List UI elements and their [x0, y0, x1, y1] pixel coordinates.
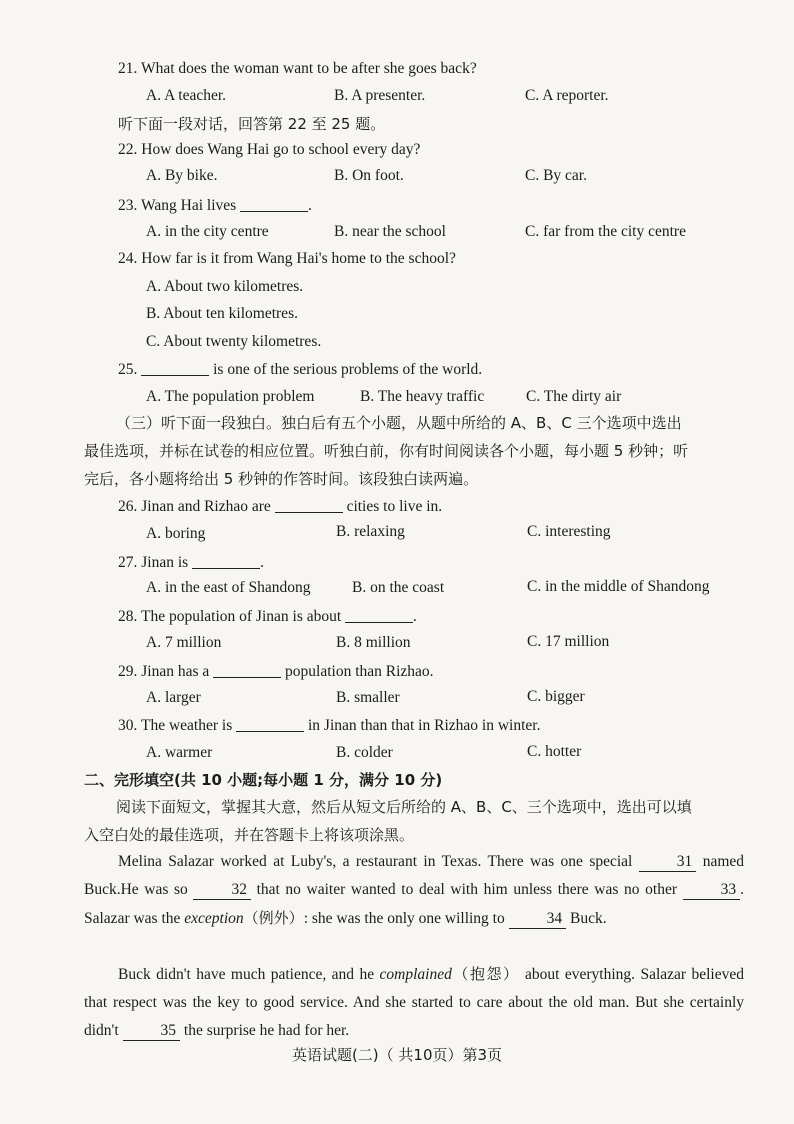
question-text: Jinan is: [141, 554, 189, 571]
question-number: 22.: [118, 141, 138, 158]
question-25: [118, 359, 482, 380]
question-text: Jinan has a: [141, 663, 210, 680]
question-text: The weather is: [140, 717, 233, 734]
option-26b: B. relaxing: [336, 523, 405, 540]
gloss: （抱怨）: [451, 965, 520, 983]
question-number: 29.: [118, 663, 138, 680]
passage-text: about everything. Salazar believed that respect was the key to good service. And she started to care about the old man. But she certainly didn't: [84, 966, 744, 1039]
question-number: 24.: [118, 250, 138, 267]
answer-blank[interactable]: [275, 496, 343, 513]
question-text-end: cities to live in.: [346, 498, 443, 515]
option-28c: C. 17 million: [527, 633, 610, 650]
page-footer: 英语试题(二)（ 共10页）第3页: [291, 1046, 503, 1064]
question-text-end: population than Rizhao.: [285, 663, 434, 680]
option-28b: B. 8 million: [336, 634, 411, 651]
gloss: （例外）: [243, 909, 304, 927]
option-27c: C. in the middle of Shandong: [527, 578, 710, 595]
option-23a: A. in the city centre: [146, 223, 269, 240]
option-25c: C. The dirty air: [526, 388, 622, 405]
blank-32[interactable]: 32: [193, 881, 251, 900]
question-text: What does the woman want to be after she goes back?: [140, 60, 477, 77]
question-text-end: is one of the serious problems of the world.: [213, 361, 483, 378]
passage-text: Buck didn't have much patience, and he: [118, 966, 375, 983]
option-21c: C. A reporter.: [525, 87, 609, 104]
part2-instruction-line1: 阅读下面短文，掌握其大意，然后从短文后所给的 A、B、C、三个选项中，选出可以填: [116, 798, 692, 816]
section3-instruction-line2: 最佳选项，并标在试卷的相应位置。听独白前，你有时间阅读各个小题，每小题 5 秒钟；听: [84, 442, 689, 460]
question-text: How does Wang Hai go to school every day?: [141, 141, 421, 158]
question-number: 27.: [118, 554, 138, 571]
question-number: 28.: [118, 608, 138, 625]
blank-31[interactable]: 31: [639, 853, 697, 872]
question-text-end: .: [413, 608, 417, 625]
option-22c: C. By car.: [525, 167, 587, 184]
option-23c: C. far from the city centre: [525, 223, 686, 240]
option-24b: B. About ten kilometres.: [146, 305, 298, 322]
blank-33[interactable]: 33: [683, 881, 741, 900]
option-29b: B. smaller: [336, 689, 400, 706]
passage-text: Buck.: [569, 910, 607, 927]
option-30c: C. hotter: [527, 743, 582, 760]
question-number: 23.: [118, 197, 138, 214]
answer-blank[interactable]: [192, 552, 260, 569]
option-29a: A. larger: [146, 689, 201, 706]
question-text-end: .: [308, 197, 312, 214]
option-27b: B. on the coast: [352, 579, 445, 596]
option-27a: A. in the east of Shandong: [146, 579, 311, 596]
option-21a: A. A teacher.: [146, 87, 227, 104]
option-29c: C. bigger: [527, 688, 585, 705]
passage-text: the surprise he had for her.: [183, 1022, 350, 1039]
option-22a: A. By bike.: [146, 167, 218, 184]
option-22b: B. On foot.: [334, 167, 404, 184]
question-29: [118, 661, 434, 682]
option-30b: B. colder: [336, 744, 393, 761]
answer-blank[interactable]: [213, 661, 281, 678]
question-21: [118, 59, 477, 79]
question-27: [118, 552, 264, 573]
passage-text: : she was the only one willing to: [303, 910, 505, 927]
option-21b: B. A presenter.: [334, 87, 426, 104]
question-23: [118, 195, 312, 216]
option-24a: A. About two kilometres.: [146, 278, 304, 295]
part2-instruction-line2: 入空白处的最佳选项，并在答题卡上将该项涂黑。: [84, 826, 415, 844]
passage-text: Melina Salazar worked at Luby's, a restaurant in Texas. There was one special: [118, 853, 633, 870]
question-number: 25.: [118, 361, 138, 378]
blank-35[interactable]: 35: [123, 1022, 181, 1041]
answer-blank[interactable]: [236, 715, 304, 732]
answer-blank[interactable]: [345, 606, 413, 623]
option-26c: C. interesting: [527, 523, 611, 540]
passage-text: that no waiter wanted to deal with him unless there was no other: [256, 881, 678, 898]
passage-text: named Buck.He was so: [84, 853, 745, 898]
option-25a: A. The population problem: [146, 388, 315, 405]
option-28a: A. 7 million: [146, 634, 222, 651]
question-number: 26.: [118, 498, 138, 515]
question-text: Jinan and Rizhao are: [141, 498, 271, 515]
question-number: 21.: [118, 60, 138, 77]
section3-instruction-line1: （三）听下面一段独白。独白后有五个小题，从题中所给的 A、B、C 三个选项中选出: [116, 414, 682, 432]
question-text-end: in Jinan than that in Rizhao in winter.: [307, 717, 541, 734]
answer-blank[interactable]: [240, 195, 308, 212]
section3-instruction-line3: 完后，各小题将给出 5 秒钟的作答时间。该段独白读两遍。: [84, 470, 479, 488]
question-28: [118, 606, 417, 627]
passage-paragraph-1: [84, 848, 744, 933]
blank-34[interactable]: 34: [509, 910, 567, 929]
passage-text: . Salazar was the: [84, 881, 745, 927]
question-24: [118, 249, 456, 269]
question-26: [118, 496, 442, 517]
question-text: The population of Jinan is about: [140, 608, 342, 625]
part2-title: 二、完形填空(共 10 小题;每小题 1 分，满分 10 分): [84, 771, 443, 789]
instruction-22-25: 听下面一段对话，回答第 22 至 25 题。: [118, 115, 386, 133]
question-number: 30.: [118, 717, 138, 734]
question-30: [118, 715, 540, 736]
question-text: How far is it from Wang Hai's home to the school?: [141, 250, 456, 267]
passage-paragraph-2: [84, 960, 744, 1045]
option-25b: B. The heavy traffic: [360, 388, 485, 405]
glossed-word: exception: [184, 910, 244, 927]
option-26a: A. boring: [146, 525, 206, 542]
question-22: [118, 140, 420, 160]
question-text: Wang Hai lives: [140, 197, 237, 214]
option-23b: B. near the school: [334, 223, 446, 240]
glossed-word: complained: [379, 966, 452, 983]
question-text-end: .: [260, 554, 264, 571]
answer-blank[interactable]: [141, 359, 209, 376]
option-24c: C. About twenty kilometres.: [146, 333, 322, 350]
option-30a: A. warmer: [146, 744, 213, 761]
